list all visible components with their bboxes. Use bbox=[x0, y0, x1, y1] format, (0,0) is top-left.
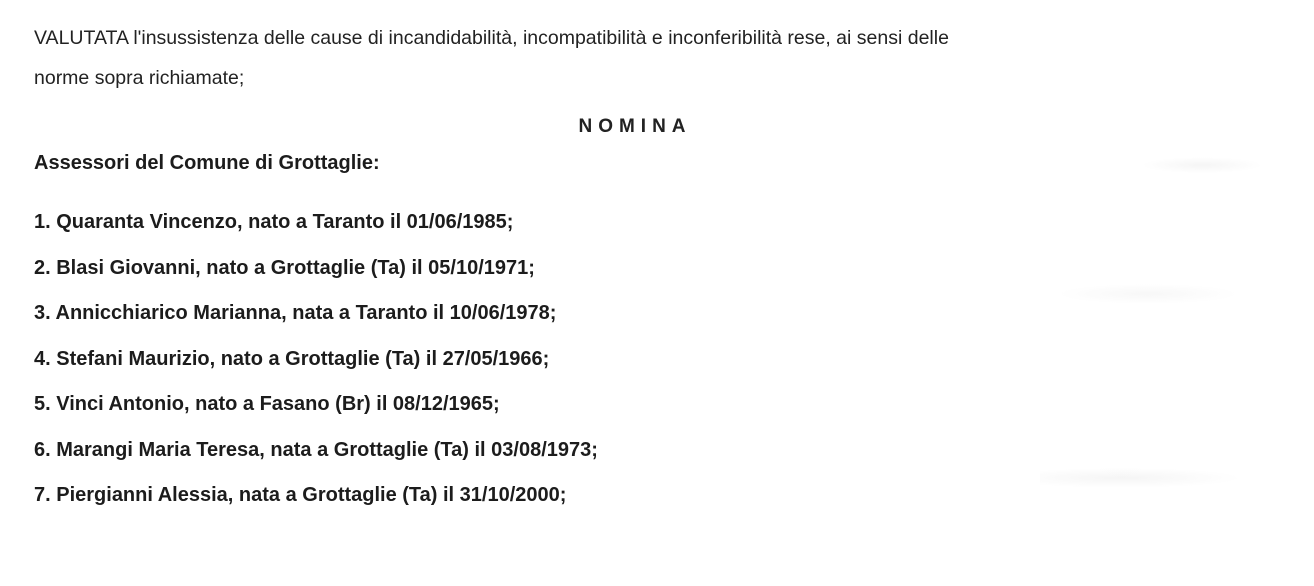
intro-paragraph bbox=[34, 18, 1284, 98]
nomina-heading: NOMINA bbox=[578, 116, 692, 137]
list-item: 5. Vinci Antonio, nato a Fasano (Br) il 08/12/1965; bbox=[34, 393, 500, 415]
intro-line-2: norme sopra richiamate; bbox=[34, 67, 245, 89]
scan-bleed-through bbox=[1040, 110, 1310, 570]
intro-line-1: VALUTATA l'insussistenza delle cause di incandidabilità, incompatibilità e inconferibilità rese, ai sensi delle bbox=[34, 27, 949, 49]
list-item: 4. Stefani Maurizio, nato a Grottaglie (Ta) il 27/05/1966; bbox=[34, 347, 550, 370]
list-item: 1. Quaranta Vincenzo, nato a Taranto il 01/06/1985; bbox=[34, 211, 514, 233]
list-item: 2. Blasi Giovanni, nato a Grottaglie (Ta) il 05/10/1971; bbox=[34, 256, 535, 279]
assessori-subtitle: Assessori del Comune di Grottaglie: bbox=[34, 152, 380, 174]
list-item: 7. Piergianni Alessia, nata a Grottaglie (Ta) il 31/10/2000; bbox=[34, 484, 567, 506]
assessori-list bbox=[34, 200, 598, 519]
list-item: 3. Annicchiarico Marianna, nata a Taranto il 10/06/1978; bbox=[34, 302, 557, 324]
list-item: 6. Marangi Maria Teresa, nata a Grottaglie (Ta) il 03/08/1973; bbox=[34, 438, 598, 461]
